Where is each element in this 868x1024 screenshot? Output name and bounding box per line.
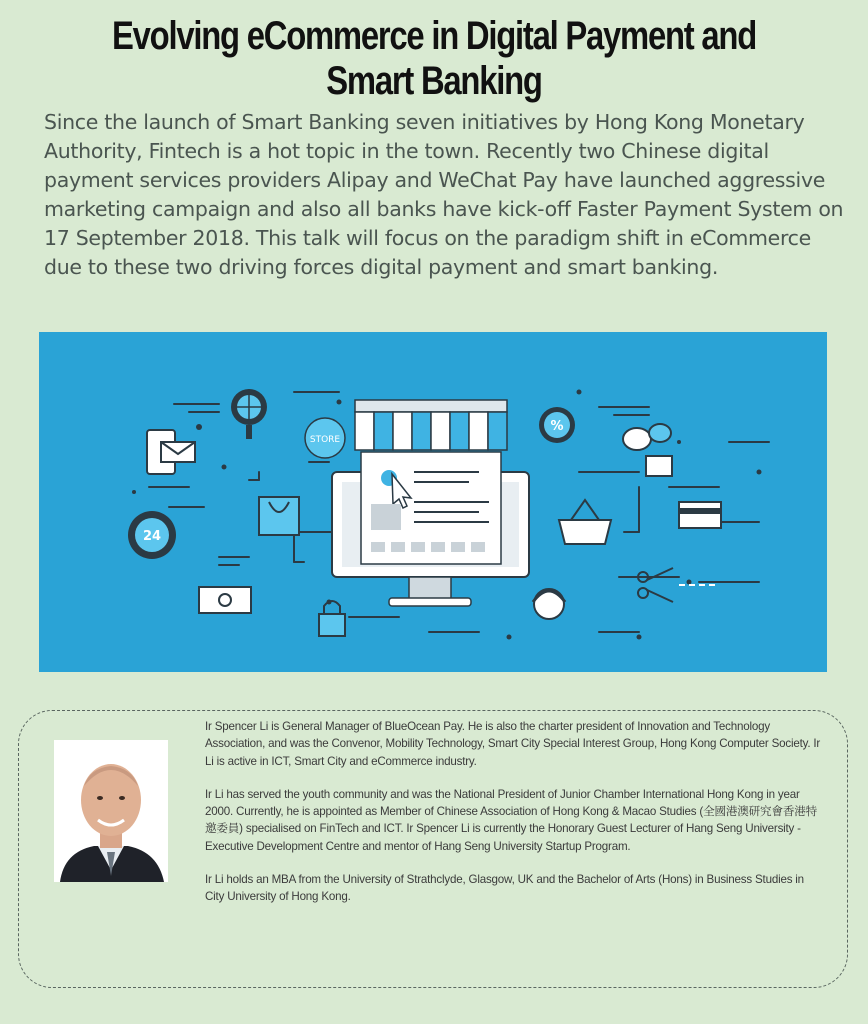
bio-paragraph-2: Ir Li has served the youth community and was the National President of Junior Chamber International Hong Kong in year 2000. Currently, he is appointed as Member of Chinese Association of Hong Kong & Macao Studies (全國港澳研究會香港特邀委員) specialised on FinTech and ICT. Ir Spencer Li is currently the Honorary Guest Lecturer of Hang Seng University - Executive Development Centre and mentor of Hang Seng University Startup Program. (205, 787, 818, 853)
speaker-bio (205, 718, 825, 922)
speaker-photo (54, 740, 168, 882)
discount-gear-label: % (550, 419, 564, 434)
store-badge-label: STORE (309, 435, 341, 445)
bio-paragraph-3: Ir Li holds an MBA from the University of Strathclyde, Glasgow, UK and the Bachelor of Arts (Hons) in Business Studies in City University of Hong Kong. (205, 873, 804, 904)
bio-paragraph-1: Ir Spencer Li is General Manager of BlueOcean Pay. He is also the charter president of Innovation and Technology Association, and was the Convenor, Mobility Technology, Smart City Special Interest Group, Hong Kong Computer Society. Ir Li is active in ICT, Smart City and eCommerce industry. (205, 720, 821, 768)
intro-paragraph: Since the launch of Smart Banking seven initiatives by Hong Kong Monetary Authority, Fintech is a hot topic in the town. Recently two Chinese digital payment services providers Alipay and WeChat Pay have launched aggressive marketing campaign and also all banks have kick-off Faster Payment System on 17 September 2018. This talk will focus on the paradigm shift in eCommerce due to these two driving forces digital payment and smart banking. (44, 110, 844, 279)
clock-24-label: 24 (142, 529, 162, 544)
ecommerce-illustration (39, 332, 827, 672)
page-title: Evolving eCommerce in Digital Payment and Smart Banking (111, 14, 757, 103)
